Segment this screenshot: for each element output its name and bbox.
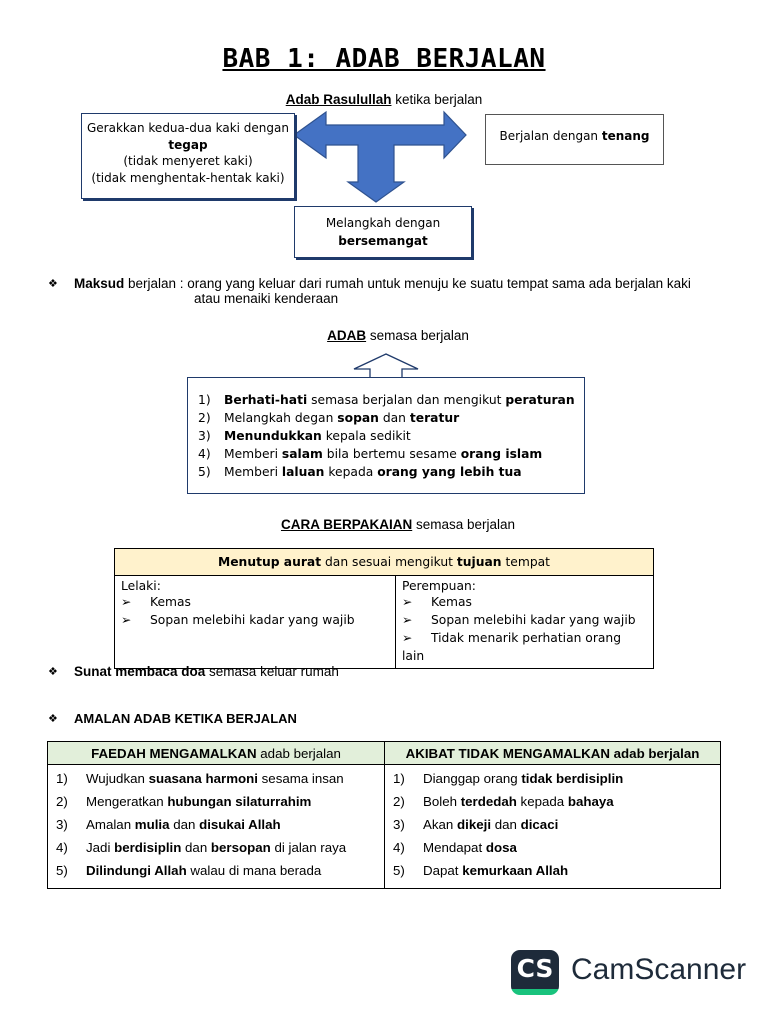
- akibat-header-bold: AKIBAT TIDAK MENGAMALKAN adab berjalan: [405, 745, 700, 761]
- item-text: Dapat: [423, 863, 463, 878]
- clothing-item: [402, 611, 647, 629]
- adab-heading-bold: ADAB: [327, 328, 367, 343]
- faedah-list: [56, 767, 384, 882]
- lelaki-list: [121, 593, 389, 629]
- pakaian-table: [114, 548, 654, 669]
- item-content: [86, 836, 346, 859]
- item-bold: bahaya: [567, 794, 614, 809]
- item-text: Akan: [423, 817, 458, 832]
- item-content: [224, 445, 542, 463]
- adab-heading-rest: semasa berjalan: [366, 328, 469, 343]
- faedah-cell: [48, 765, 385, 889]
- diagram-right-box: [485, 114, 664, 165]
- perempuan-cell: [396, 576, 654, 669]
- item-text: Boleh: [423, 794, 461, 809]
- left-box-line4: (tidak menghentak-hentak kaki): [91, 170, 285, 185]
- akibat-item: [393, 767, 720, 790]
- item-content: [86, 767, 344, 790]
- item-text: walau di mana berada: [186, 863, 322, 878]
- item-text: di jalan raya: [270, 840, 347, 855]
- item-bold: hubungan silaturrahim: [167, 794, 312, 809]
- item-text: semasa berjalan dan mengikut: [307, 393, 506, 407]
- faedah-item: [56, 859, 384, 882]
- item-text: Amalan: [86, 817, 135, 832]
- sunat-text: semasa keluar rumah: [205, 664, 339, 679]
- item-text: dan: [491, 817, 521, 832]
- item-bold: salam: [281, 447, 323, 461]
- item-number: 2): [393, 794, 405, 809]
- item-number: 1): [198, 393, 211, 407]
- pakaian-header-cell: [115, 549, 654, 576]
- item-content: [423, 836, 517, 859]
- page-title: BAB 1: ADAB BERJALAN: [222, 44, 546, 74]
- item-number: 4): [393, 840, 405, 855]
- clothing-item: [121, 611, 389, 629]
- item-bold: laluan: [281, 465, 325, 479]
- item-bold: tidak berdisiplin: [521, 771, 624, 786]
- pakaian-header-text: tempat: [501, 555, 550, 569]
- item-number: 1): [56, 771, 68, 786]
- arrow-bullet-icon: ➢: [121, 613, 132, 627]
- adab-item: [198, 427, 584, 445]
- akibat-item: [393, 790, 720, 813]
- item-bold: berdisiplin: [114, 840, 182, 855]
- adab-item: [198, 463, 584, 481]
- item-content: [423, 767, 623, 790]
- adab-item: [198, 409, 584, 427]
- item-bold: suasana harmoni: [148, 771, 258, 786]
- item-text: dan: [169, 817, 200, 832]
- arrow-bullet-icon: ➢: [402, 595, 413, 609]
- item-bold: kemurkaan Allah: [462, 863, 569, 878]
- akibat-header-cell: [385, 742, 721, 765]
- right-box-bold: tenang: [601, 129, 650, 143]
- diagram-heading-rest: ketika berjalan: [391, 92, 483, 107]
- clothing-item-text: Sopan melebihi kadar yang wajib: [150, 613, 355, 627]
- item-text: bila bertemu sesame: [322, 447, 461, 461]
- item-number: 5): [198, 465, 211, 479]
- pakaian-heading: [0, 517, 768, 532]
- item-number: 2): [56, 794, 68, 809]
- adab-heading: [0, 328, 768, 343]
- bottom-box-bold: bersemangat: [338, 234, 428, 248]
- camscanner-logo-text: CS: [516, 954, 554, 983]
- clothing-item: [402, 629, 647, 665]
- item-text: Memberi: [224, 447, 282, 461]
- adab-list: [198, 391, 584, 481]
- item-bold: Berhati-hati: [224, 393, 308, 407]
- diamond-bullet-icon: ❖: [48, 278, 58, 290]
- maksud-text: berjalan : orang yang keluar dari rumah untuk menuju ke suatu tempat sama ada berjalan kaki: [124, 276, 691, 291]
- item-bold: bersopan: [210, 840, 271, 855]
- sunat-bold: Sunat membaca doa: [74, 664, 206, 679]
- adab-list-box: [187, 377, 585, 494]
- item-content: [86, 813, 281, 836]
- item-number: 3): [393, 817, 405, 832]
- item-content: [423, 813, 558, 836]
- akibat-item: [393, 859, 720, 882]
- clothing-item-text: Sopan melebihi kadar yang wajib: [431, 613, 636, 627]
- camscanner-brand: CamScanner: [571, 953, 747, 986]
- arrow-bullet-icon: ➢: [402, 613, 413, 627]
- left-box-line3: (tidak menyeret kaki): [123, 154, 253, 168]
- item-bold: peraturan: [505, 393, 575, 407]
- item-text: Mendapat: [423, 840, 486, 855]
- item-content: [86, 859, 321, 882]
- adab-item: [198, 445, 584, 463]
- item-content: [423, 859, 568, 882]
- item-number: 3): [198, 429, 211, 443]
- left-box-line1: Gerakkan kedua-dua kaki dengan: [86, 121, 289, 135]
- item-content: [224, 409, 459, 427]
- amalan-table: [47, 741, 721, 889]
- item-bold: mulia: [134, 817, 170, 832]
- maksud-label: Maksud: [74, 276, 125, 291]
- item-bold: orang yang lebih tua: [377, 465, 522, 479]
- camscanner-logo-accent: [511, 989, 559, 995]
- akibat-item: [393, 813, 720, 836]
- item-text: sesama insan: [257, 771, 344, 786]
- amalan-heading: AMALAN ADAB KETIKA BERJALAN: [74, 711, 297, 726]
- clothing-item-text: Tidak menarik perhatian orang lain: [402, 631, 622, 663]
- pakaian-heading-bold: CARA BERPAKAIAN: [280, 517, 413, 532]
- perempuan-label: Perempuan:: [402, 579, 476, 593]
- diamond-bullet-icon: ❖: [48, 713, 58, 725]
- faedah-item: [56, 813, 384, 836]
- t-arrow-icon: [290, 108, 480, 208]
- item-number: 4): [56, 840, 68, 855]
- item-number: 5): [393, 863, 405, 878]
- item-text: Dianggap orang: [423, 771, 522, 786]
- faedah-header-bold: FAEDAH MENGAMALKAN: [91, 745, 257, 761]
- item-bold: dicaci: [520, 817, 559, 832]
- item-bold: disukai Allah: [199, 817, 281, 832]
- item-number: 3): [56, 817, 68, 832]
- item-content: [224, 391, 575, 409]
- faedah-header-text: adab berjalan: [256, 745, 341, 761]
- item-text: Jadi: [86, 840, 115, 855]
- faedah-item: [56, 790, 384, 813]
- camscanner-logo: [511, 950, 559, 995]
- item-bold: dosa: [485, 840, 517, 855]
- clothing-item: [121, 593, 389, 611]
- item-bold: orang islam: [460, 447, 543, 461]
- pakaian-heading-rest: semasa berjalan: [412, 517, 516, 532]
- item-bold: terdedah: [460, 794, 517, 809]
- clothing-item-text: Kemas: [150, 595, 191, 609]
- item-text: Wujudkan: [86, 771, 149, 786]
- item-text: Melangkah degan: [224, 411, 338, 425]
- diagram-heading-bold: Adab Rasulullah: [285, 92, 392, 107]
- item-bold: teratur: [409, 411, 460, 425]
- item-bold: sopan: [337, 411, 379, 425]
- clothing-item: [402, 593, 647, 611]
- item-bold: dikeji: [457, 817, 492, 832]
- item-content: [86, 790, 311, 813]
- item-text: kepada: [516, 794, 568, 809]
- item-content: [224, 427, 411, 445]
- item-content: [423, 790, 614, 813]
- akibat-list: [393, 767, 720, 882]
- item-content: [224, 463, 522, 481]
- right-box-text: Berjalan dengan: [499, 129, 602, 143]
- left-box-bold: tegap: [168, 137, 208, 152]
- item-bold: Dilindungi Allah: [86, 863, 187, 878]
- arrow-bullet-icon: ➢: [402, 631, 413, 645]
- item-number: 5): [56, 863, 68, 878]
- arrow-bullet-icon: ➢: [121, 595, 132, 609]
- faedah-item: [56, 767, 384, 790]
- diamond-bullet-icon: ❖: [48, 666, 58, 678]
- pakaian-header-bold: tujuan: [456, 555, 502, 569]
- diagram-left-box: [81, 113, 295, 199]
- item-text: Memberi: [224, 465, 282, 479]
- akibat-cell: [385, 765, 721, 889]
- lelaki-cell: [115, 576, 396, 669]
- faedah-header-cell: [48, 742, 385, 765]
- adab-item: [198, 391, 584, 409]
- item-number: 4): [198, 447, 211, 461]
- akibat-item: [393, 836, 720, 859]
- perempuan-list: [402, 593, 647, 665]
- faedah-item: [56, 836, 384, 859]
- diagram-bottom-box: [294, 206, 472, 258]
- bottom-box-line1: Melangkah dengan: [325, 216, 441, 230]
- item-text: dan: [378, 411, 410, 425]
- item-text: Mengeratkan: [86, 794, 168, 809]
- clothing-item-text: Kemas: [431, 595, 472, 609]
- item-text: kepada: [324, 465, 378, 479]
- item-text: dan: [181, 840, 211, 855]
- pakaian-header-text: dan sesuai mengikut: [321, 555, 457, 569]
- item-number: 2): [198, 411, 211, 425]
- diagram-heading: [0, 92, 768, 107]
- item-number: 1): [393, 771, 405, 786]
- maksud-text-line2: atau menaiki kenderaan: [194, 291, 339, 306]
- lelaki-label: Lelaki:: [121, 579, 161, 593]
- pakaian-header-bold: Menutup aurat: [217, 555, 322, 569]
- item-text: kepala sedikit: [321, 429, 411, 443]
- item-bold: Menundukkan: [224, 429, 322, 443]
